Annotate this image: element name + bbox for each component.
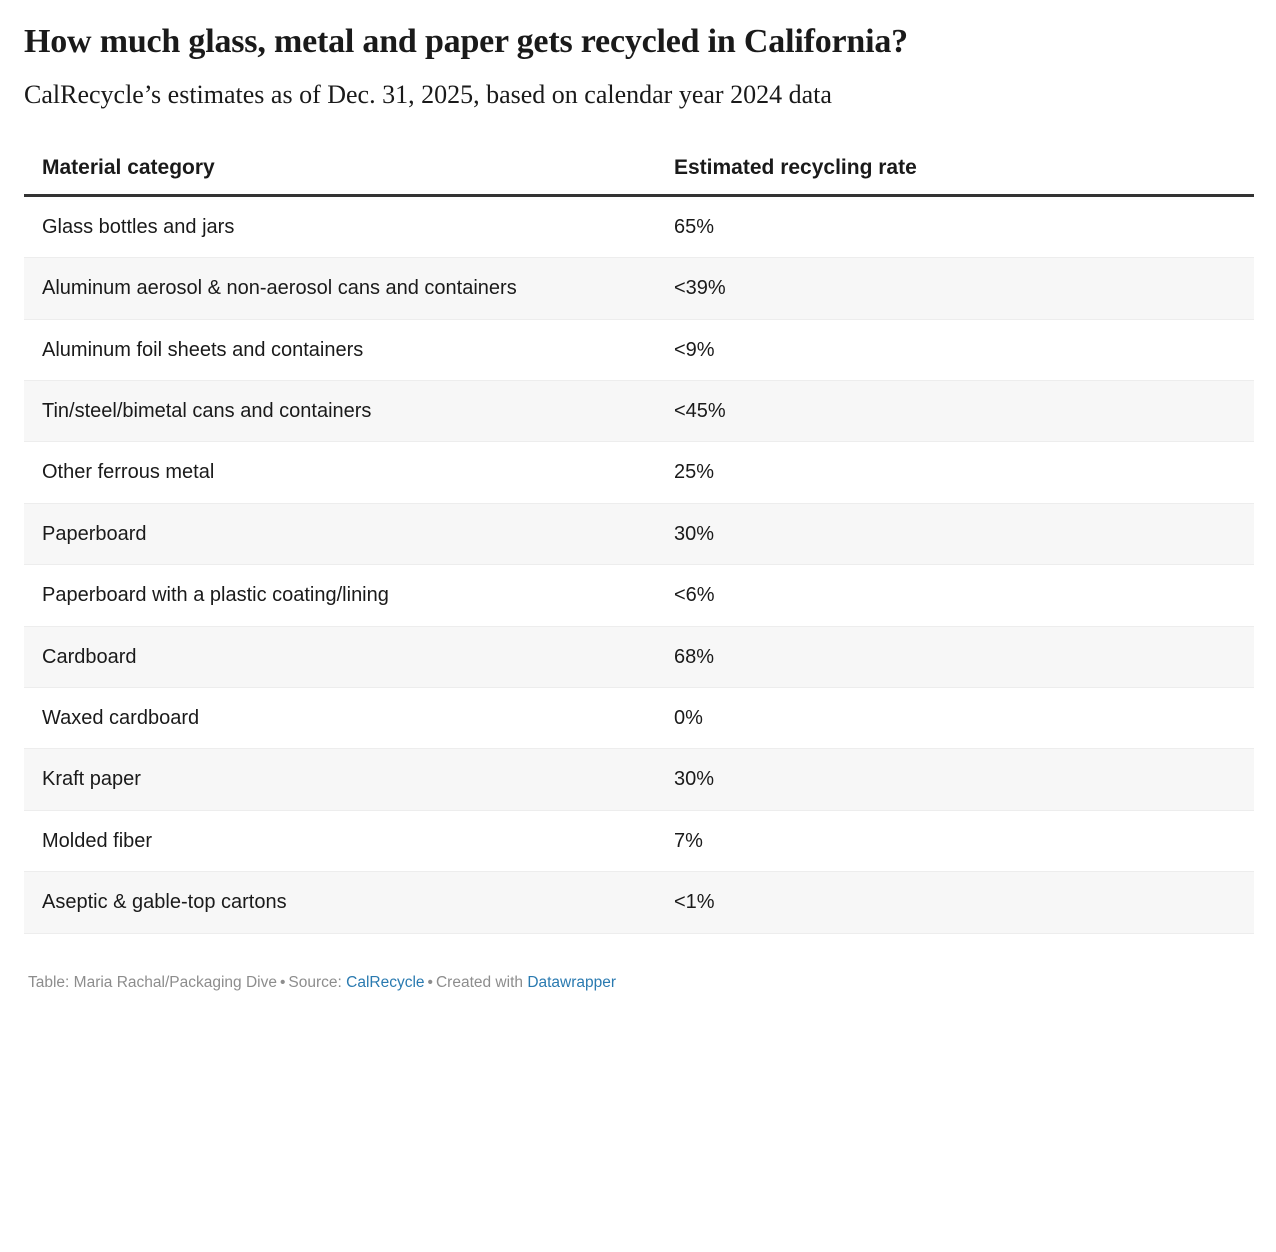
chart-footer [24, 972, 1252, 994]
page-title: How much glass, metal and paper gets recycled in California? [24, 23, 908, 60]
table-row [24, 503, 1254, 564]
table-row [24, 810, 1254, 871]
datawrapper-link[interactable]: Datawrapper [527, 973, 617, 991]
cell-rate: 30% [656, 749, 1254, 810]
cell-rate: 7% [656, 810, 1254, 871]
cell-material: Paperboard with a plastic coating/lining [24, 565, 656, 626]
cell-material: Tin/steel/bimetal cans and containers [24, 381, 656, 442]
recycling-rate-table [24, 156, 1254, 934]
table-row [24, 749, 1254, 810]
cell-rate: <9% [656, 319, 1254, 380]
cell-material: Glass bottles and jars [24, 195, 656, 257]
footer-created-label: Created with [435, 973, 523, 991]
cell-material: Aluminum foil sheets and containers [24, 319, 656, 380]
table-body [24, 195, 1254, 933]
cell-rate: <45% [656, 381, 1254, 442]
table-row [24, 626, 1254, 687]
footer-table-credit: Table: Maria Rachal/Packaging Dive [28, 973, 277, 991]
cell-rate: <39% [656, 258, 1254, 319]
table-header [24, 156, 1254, 196]
cell-rate: 0% [656, 688, 1254, 749]
cell-rate: 30% [656, 503, 1254, 564]
cell-rate: <6% [656, 565, 1254, 626]
cell-rate: 65% [656, 195, 1254, 257]
table-row [24, 442, 1254, 503]
table-row [24, 195, 1254, 257]
cell-rate: <1% [656, 872, 1254, 933]
source-link-calrecycle[interactable]: CalRecycle [346, 973, 425, 991]
cell-material: Molded fiber [24, 810, 656, 871]
cell-material: Aluminum aerosol & non-aerosol cans and containers [24, 258, 656, 319]
cell-material: Aseptic & gable-top cartons [24, 872, 656, 933]
cell-rate: 25% [656, 442, 1254, 503]
table-row [24, 381, 1254, 442]
table-row [24, 319, 1254, 380]
column-header-material-category: Material category [24, 156, 656, 196]
column-header-estimated-recycling-rate: Estimated recycling rate [656, 156, 1254, 196]
table-row [24, 565, 1254, 626]
table-row [24, 258, 1254, 319]
table-header-row [24, 156, 1254, 196]
cell-material: Paperboard [24, 503, 656, 564]
cell-material: Waxed cardboard [24, 688, 656, 749]
cell-material: Kraft paper [24, 749, 656, 810]
cell-material: Cardboard [24, 626, 656, 687]
cell-material: Other ferrous metal [24, 442, 656, 503]
table-row [24, 872, 1254, 933]
footer-separator: • [279, 973, 286, 991]
footer-source-label: Source: [288, 973, 342, 991]
cell-rate: 68% [656, 626, 1254, 687]
table-row [24, 688, 1254, 749]
footer-separator: • [427, 973, 433, 991]
page-subtitle: CalRecycle’s estimates as of Dec. 31, 2025, based on calendar year 2024 data [24, 80, 832, 110]
